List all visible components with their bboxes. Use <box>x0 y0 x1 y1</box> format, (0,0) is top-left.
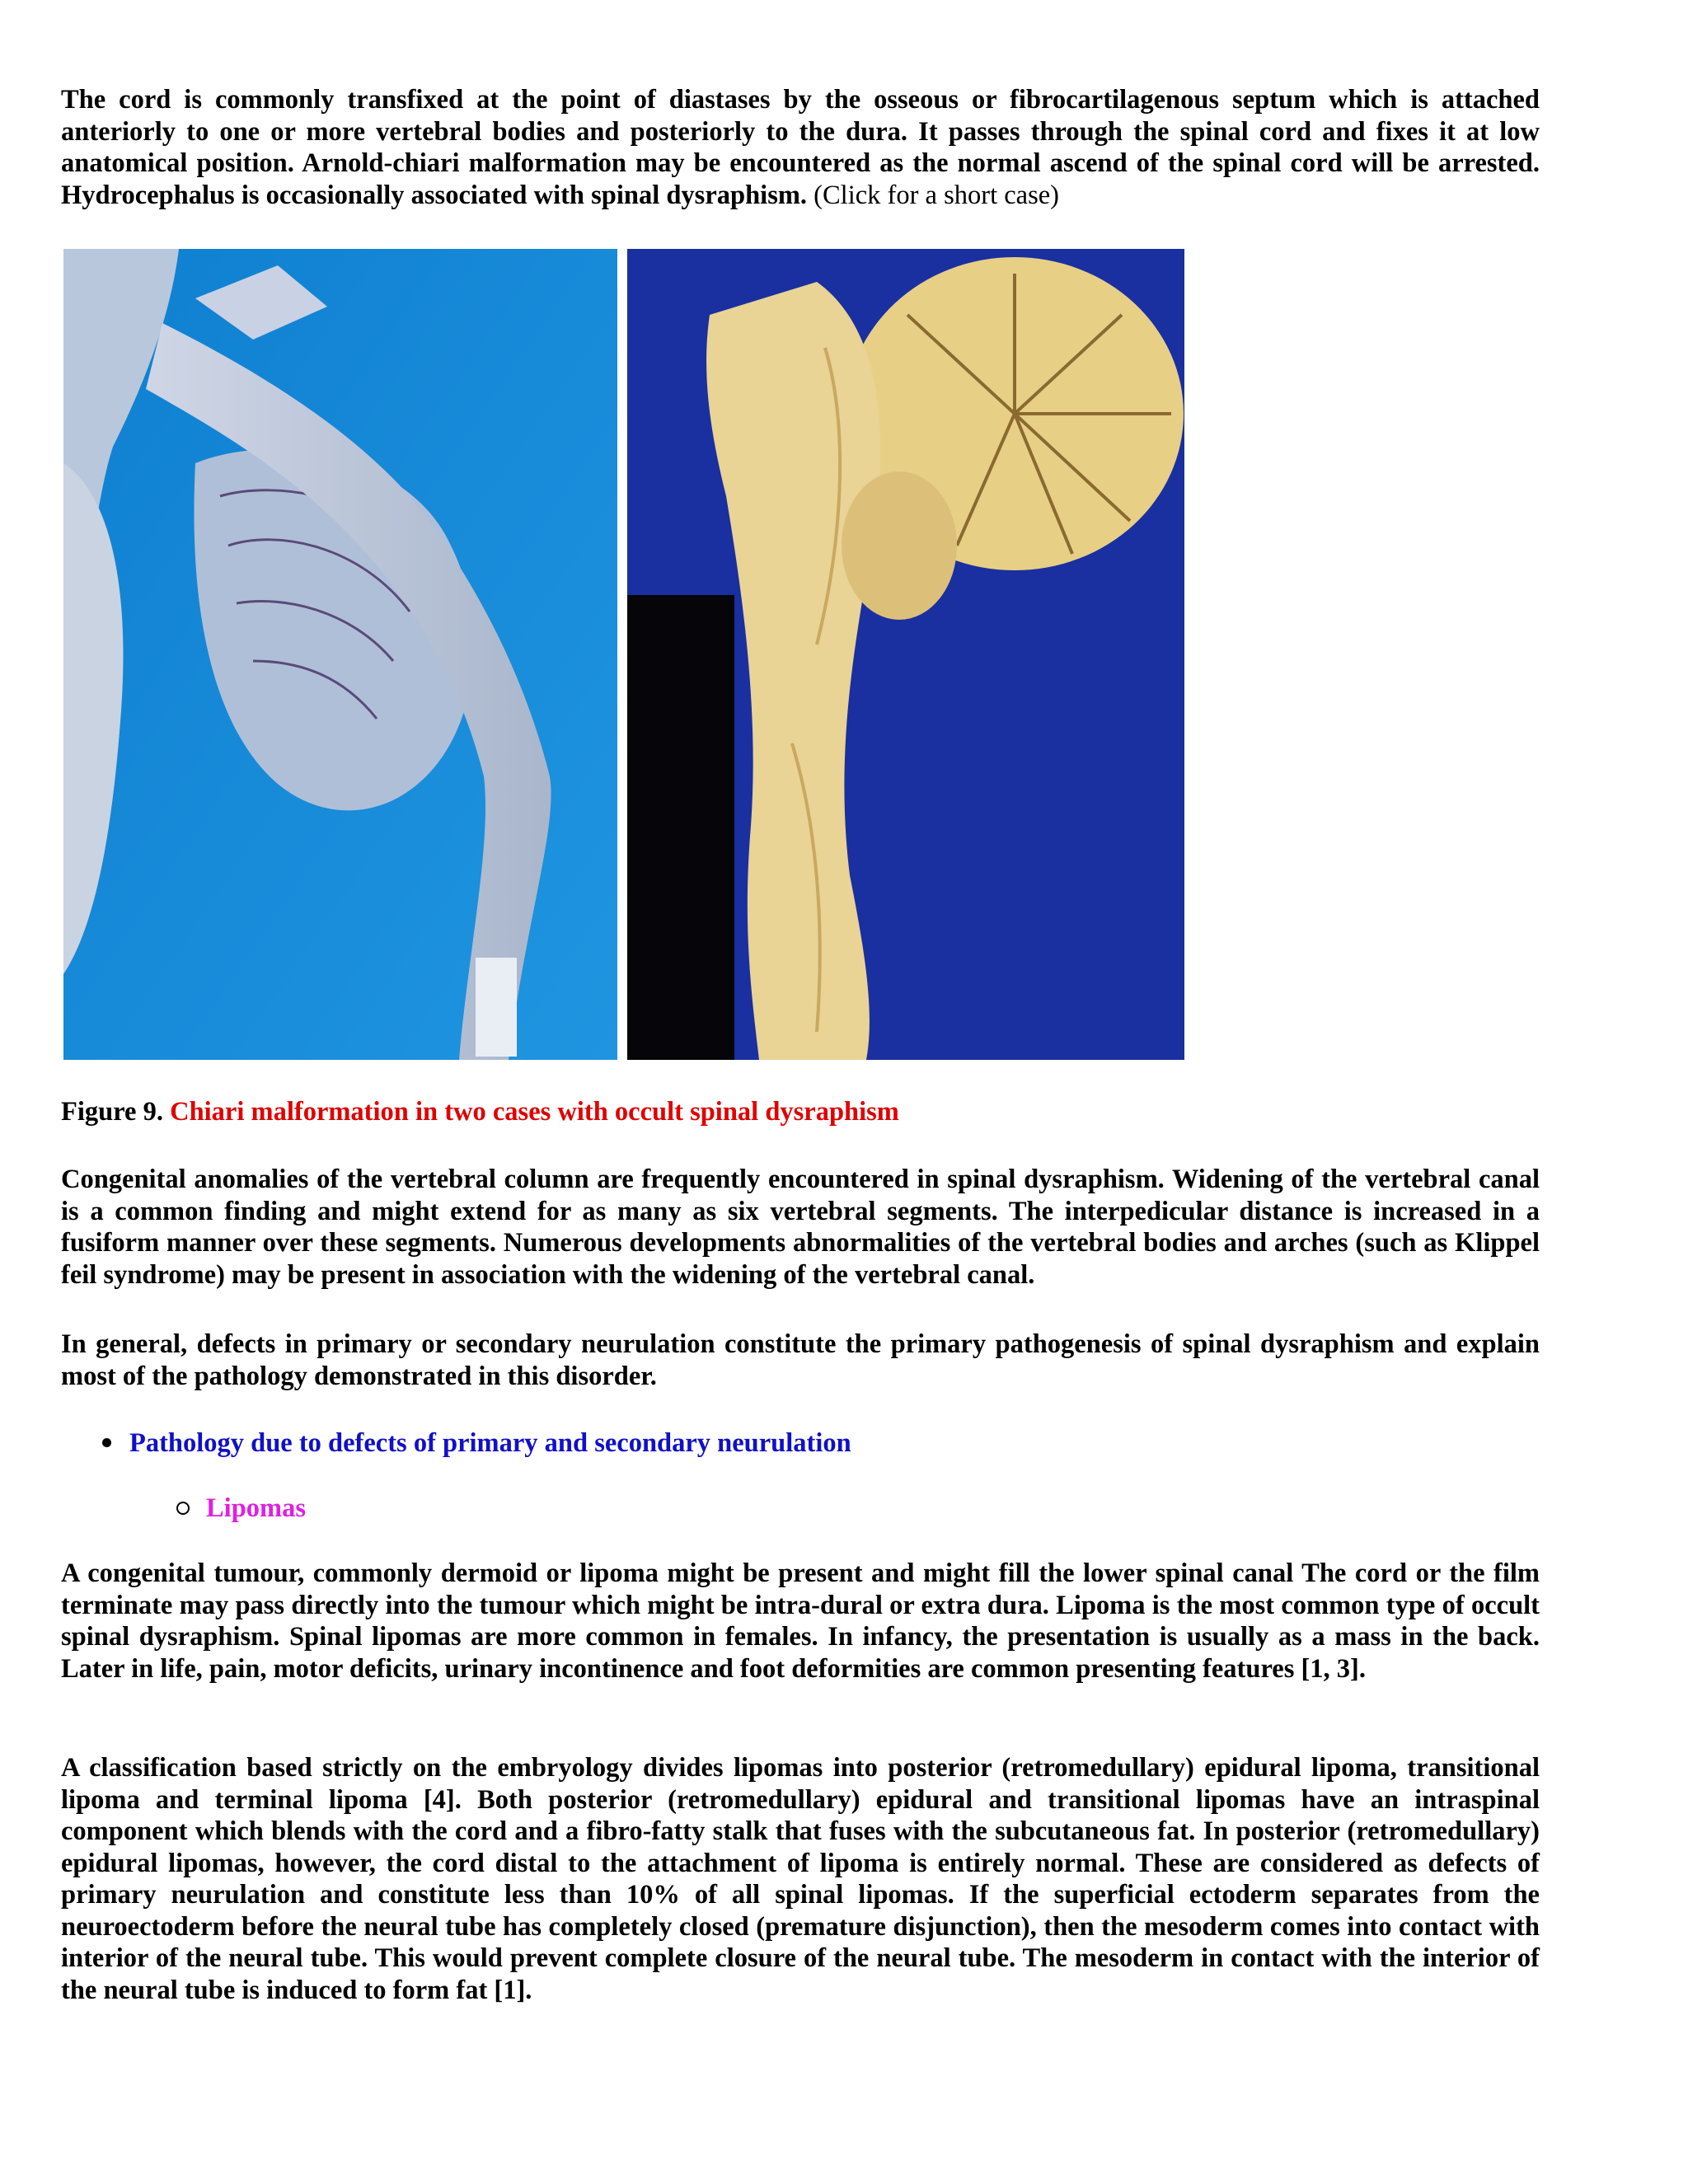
intro-paragraph <box>61 84 1540 211</box>
list-item-pathology[interactable] <box>102 1427 851 1460</box>
list-item-lipomas[interactable] <box>176 1493 306 1525</box>
figure-title: Chiari malformation in two cases with occult spinal dysraphism <box>170 1097 899 1127</box>
intro-text: The cord is commonly transfixed at the point of diastases by the osseous or fibrocartilagenous septum which is attached anteriorly to one or more vertebral bodies and posteriorly to the dura. It passes through the spinal cord and fixes it at low anatomical position. Arnold-chiari malformation may be encountered as the normal ascend of the spinal cord will be arrested. Hydrocephalus is occasionally associated with spinal dysraphism. <box>61 85 1540 210</box>
figure-9-images <box>63 249 1184 1060</box>
vertebral-paragraph: Congenital anomalies of the vertebral column are frequently encountered in spinal dysraphism. Widening of the vertebral canal is a common finding and might extend for as many as six vertebral segments. The interpedicular distance is increased in a fusiform manner over these segments. Numerous developments abnormalities of the vertebral bodies and arches (such as Klippel feil syndrome) may be present in association with the widening of the vertebral canal. <box>61 1165 1540 1290</box>
bullet-icon <box>102 1438 111 1447</box>
figure-caption <box>61 1096 899 1128</box>
short-case-link[interactable]: (Click for a short case) <box>814 180 1059 210</box>
tumour-paragraph: A congenital tumour, commonly dermoid or lipoma might be present and might fill the lower spinal canal The cord or the film terminate may pass directly into the tumour which might be intra-dural or extra dura. Lipoma is the most common type of occult spinal dysraphism. Spinal lipomas are more common in females. In infancy, the presentation is usually as a mass in the back. Later in life, pain, motor deficits, urinary incontinence and foot deformities are common presenting features [1, 3]. <box>61 1558 1540 1684</box>
list-item-lipomas-label: Lipomas <box>206 1493 307 1523</box>
document-page <box>61 84 1540 2005</box>
chiari-specimen-left-photo <box>63 249 617 1060</box>
circle-bullet-icon <box>176 1502 190 1515</box>
figure-label: Figure 9. <box>61 1097 163 1127</box>
general-paragraph: In general, defects in primary or secondary neurulation constitute the primary pathogenesis of spinal dysraphism and explain most of the pathology demonstrated in this disorder. <box>61 1329 1540 1391</box>
list-item-pathology-label: Pathology due to defects of primary and secondary neurulation <box>129 1428 851 1458</box>
chiari-specimen-right-photo <box>627 249 1184 1060</box>
classification-paragraph: A classification based strictly on the embryology divides lipomas into posterior (retromedullary) epidural lipoma, transitional lipoma and terminal lipoma [4]. Both posterior (retromedullary) epidural and transitional lipomas have an intraspinal component which blends with the cord and a fibro-fatty stalk that fuses with the subcutaneous fat. In posterior (retromedullary) epidural lipomas, however, the cord distal to the attachment of lipoma is entirely normal. These are considered as defects of primary neurulation and constitute less than 10% of all spinal lipomas. If the superficial ectoderm separates from the neuroectoderm before the neural tube has completely closed (premature disjunction), then the mesoderm comes into contact with interior of the neural tube. This would prevent complete closure of the neural tube. The mesoderm in contact with the interior of the neural tube is induced to form fat [1]. <box>61 1753 1540 2005</box>
